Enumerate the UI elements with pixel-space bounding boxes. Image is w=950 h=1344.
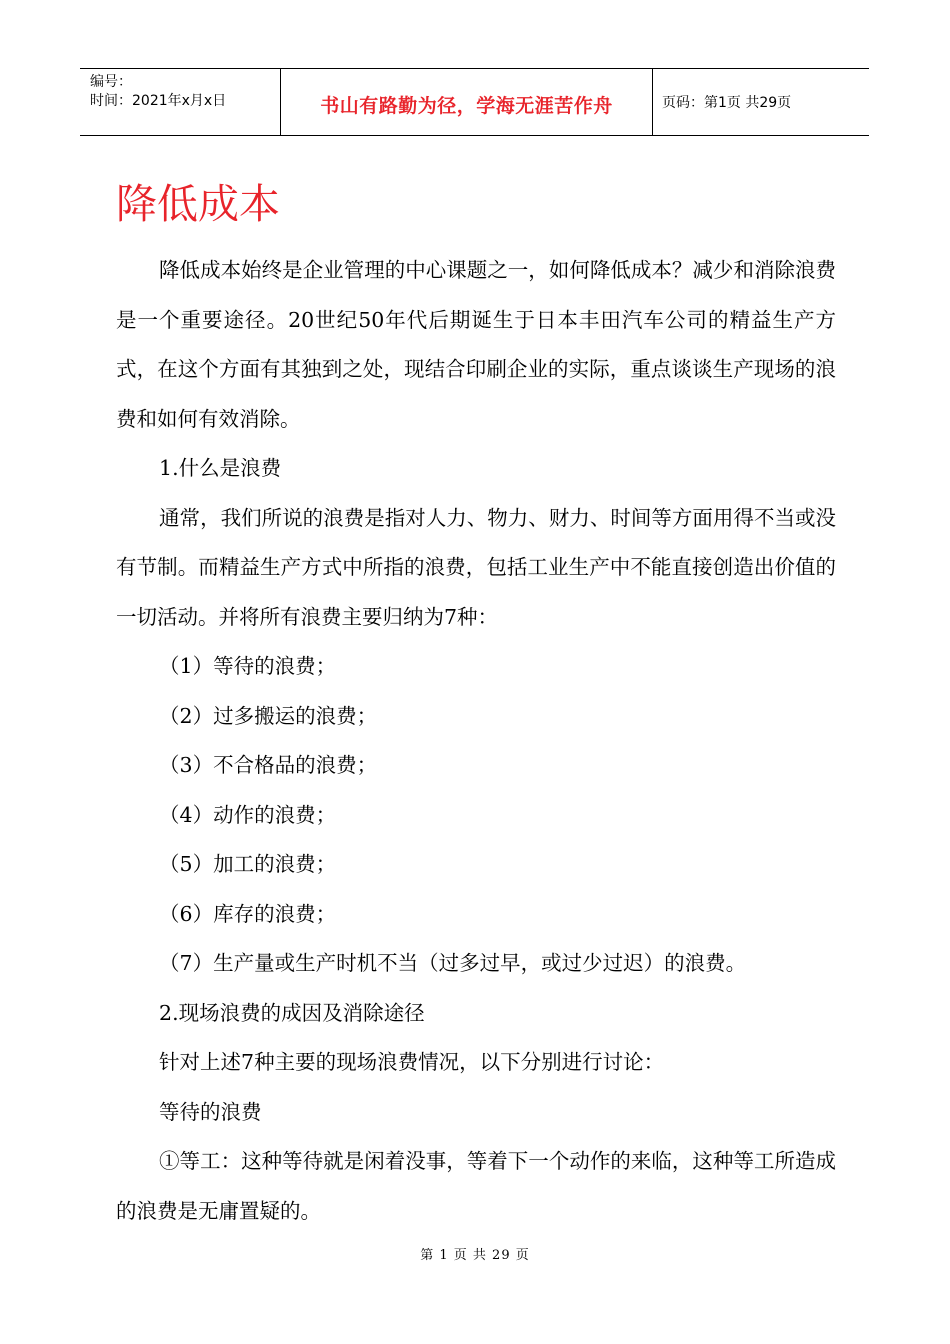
list-item: （3）不合格品的浪费； [159, 753, 378, 777]
page-footer: 第 1 页 共 29 页 [420, 1248, 530, 1263]
header-motto: 书山有路勤为径，学海无涯苦作舟 [281, 69, 653, 135]
paragraph: ①等工：这种等待就是闲着没事，等着下一个动作的来临，这种等工所造成的浪费是无庸置疑的。 [116, 1149, 836, 1223]
list-item: （1）等待的浪费； [159, 654, 337, 678]
time-label: 时间：2021年x月x日 [90, 93, 227, 109]
paragraph: 针对上述7种主要的现场浪费情况，以下分别进行讨论： [159, 1050, 665, 1074]
list-item: （4）动作的浪费； [159, 802, 337, 827]
paragraph: 通常，我们所说的浪费是指对人力、物力、财力、时间等方面用得不当或没有节制。而精益生产方式中所指的浪费，包括工业生产中不能直接创造出价值的一切活动。并将所有浪费主要归纳为7种： [116, 505, 836, 629]
list-item: （6）库存的浪费； [159, 901, 337, 926]
list-item: （7）生产量或生产时机不当（过多过早，或过少过迟）的浪费。 [159, 951, 747, 975]
document-title: 降低成本 [116, 180, 280, 228]
document-body [116, 246, 836, 1236]
section-heading: 1.什么是浪费 [159, 456, 282, 480]
subsection-heading: 等待的浪费 [159, 1099, 262, 1124]
list-item: （5）加工的浪费； [159, 852, 337, 876]
header-meta [80, 69, 281, 135]
header-page-info: 页码：第1页 共29页 [662, 95, 792, 111]
section-heading: 2.现场浪费的成因及消除途径 [159, 1000, 425, 1025]
paragraph: 降低成本始终是企业管理的中心课题之一，如何降低成本？减少和消除浪费是一个重要途径。20世纪50年代后期诞生于日本丰田汽车公司的精益生产方式，在这个方面有其独到之处，现结合印刷企业的实际，重点谈谈生产现场的浪费和如何有效消除。 [116, 258, 836, 431]
number-label: 编号： [90, 74, 132, 90]
list-item: （2）过多搬运的浪费； [159, 703, 378, 728]
page-header [80, 68, 869, 136]
